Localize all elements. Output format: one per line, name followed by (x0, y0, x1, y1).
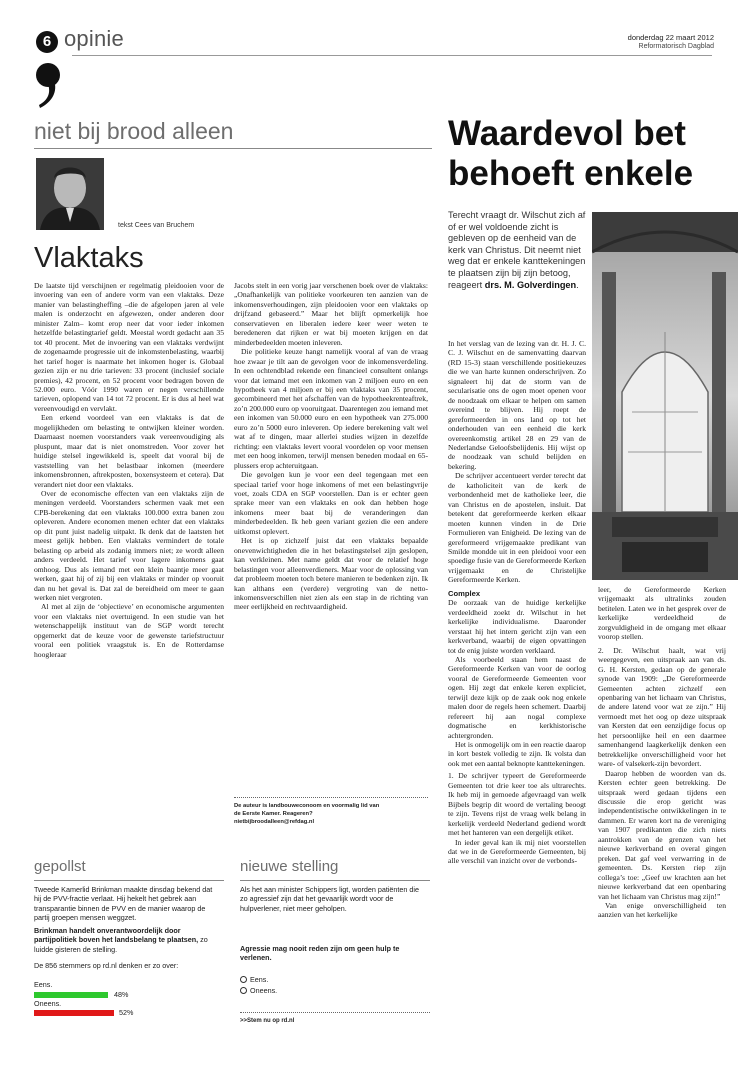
poll-statement: Brinkman handelt onverantwoordelijk door partijpolitiek boven het landsbelang te plaatsen, (34, 926, 199, 945)
paragraph: Die politieke keuze hangt namelijk vooral af van de vraag hoe zwaar je tilt aan de gevolgen voor de inkomensverdeling. In een ochtendblad rekende een financieel consultent onlangs voor dat iemand met een inkomen van 2 miljoen euro en een hypotheek van 4 miljoen er bij een vlaktaks van 35 procent, gecombineerd met het afschaffen van de hypotheekrenteaftrek, zo’n 200.000 euro op vooruitgaat. Daarentegen zou iemand met een inkomen van 50.000 euro en een hypotheek van 275.000 euro zo’n 5000 euro inleveren. Op iedere berekening valt wel wat af te dingen, maar allerlei studies wijzen in dezelfde richting: een vlaktaks levert vooral voordelen op voor mensen met een hoog inkomen, terwijl mensen beneden modaal en 65-plussers erop achteruitgaan. (234, 347, 428, 470)
vote-option-oneens[interactable] (240, 986, 277, 995)
radio-icon[interactable] (240, 976, 247, 983)
paragraph: Een erkend voordeel van een vlaktaks is dat de mogelijkheden om belasting te ontwijken kleiner worden. Daarnaast noemen voorstanders vaak vereenvoudiging als pluspunt, maar dat is niet onomstreden. Voor zover het huidige stelsel ingewikkeld is, speelt dat vooral bij de vaststelling van het belastbaar inkomen (meerdere inkomensbronnen, aftrekposten, boxensysteem et cetera). Dat verandert niet door een vlaktaks. (34, 413, 224, 489)
poll-result-bar-eens (34, 992, 108, 998)
comma-ornament-icon (34, 60, 68, 110)
lead-end: . (576, 279, 579, 290)
paragraph: Van enige onverschilligheid ten aanzien van het kerkelijke (598, 900, 726, 920)
rubric-title: niet bij brood alleen (34, 118, 234, 144)
paragraph: leer, de Gereformeerde Kerken vrijgemaakt als ultralinks zouden betitelen. Laten we in het gesprek over de kerkelijke verdeeldheid de zorgvuldigheid in de omgang met elkaar voorop stellen. (598, 585, 726, 642)
poll-statement-block (34, 926, 220, 954)
church-interior-photo (592, 212, 738, 580)
author-photo (36, 158, 104, 230)
lead-author: drs. M. Golverdingen (484, 279, 577, 290)
poll-result-bar-oneens (34, 1010, 114, 1016)
poll-result-label: Eens. (34, 980, 53, 989)
paragraph: Al met al zijn de ‘objectieve’ en economische argumenten voor een vlaktaks niet overtuigend. In een studie van het wetenschappelijk instituut van de SGP wordt terecht opgemerkt dat de keuze voor de gewenste tariefstructuur vooral een politiek vraagstuk is. En de Rotterdamse hoogleraar (34, 602, 224, 659)
radio-icon[interactable] (240, 987, 247, 994)
opinion-title: Vlaktaks (34, 242, 144, 274)
article-body-col1 (448, 339, 586, 866)
paragraph: 2. Dr. Wilschut haalt, wat vrij weergegeven, een uitspraak aan van ds. G. H. Kersten, gedaan op de generale synode van 1909: „De Gereformeerde Gemeenten achten zichzelf een openbaring van het lichaam van Christus, de andere latend voor wat ze zijn.” Hij vermoedt met het oog op deze uitspraak van Kersten dat een eenzijdige focus op het persoonlijke heil en een daarmee samenhangend laagkerkelijk denken een betrekkelijke onverschilligheid voor het ware- of valsekerk-zijn bevordert. (598, 645, 726, 769)
header-rule (72, 55, 712, 56)
lead-text: Terecht vraagt dr. Wilschut zich af of er wel voldoende zicht is gebleven op de eenheid van de kerk van Christus. Dit neemt niet weg dat er enkele kanttekeningen te plaatsen zijn bij zijn betoog, reageert (448, 210, 586, 290)
paragraph: 1. De schrijver typeert de Gereformeerde Gemeenten tot drie keer toe als ultrarechts. Ik heb mij in gemoede afgevraagd van welk Bijbels begrip dit woord de vertaling beoogt te zijn. Tevens rijst de vraag welk belang in kerkelijk verdeeld Nederland gediend wordt met het hanteren van een dergelijk etiket. (448, 771, 586, 838)
paragraph: In het verslag van de lezing van dr. H. J. C. C. J. Wilschut en de samenvatting daarvan (RD 15-3) staan verschillende positiekeuzes die we van harte kunnen onderschrijven. Zo signaleert hij dat de storm van de secularisatie ons de ogen moet openen voor de noodzaak om elkaar te helpen om samen overeind te blijven. Hij roept de gereformeerden in ons land op tot het onderhouden van een eenheid die kerk overeenkomstig artikel 28 en 29 van de Nederlandse Geloofsbelijdenis. Hij wijst op de noodzaak van schuld belijden en bekering. (448, 339, 586, 471)
poll-result-label: Oneens. (34, 999, 62, 1008)
paragraph: In ieder geval kan ik mij niet voorstellen dat we in de Gereformeerde Gemeenten, bij alle verschil van inzicht over de verbonds- (448, 837, 586, 866)
vote-option-eens[interactable] (240, 975, 268, 984)
paragraph: Jacobs stelt in een vorig jaar verschenen boek over de vlaktaks: „Onafhankelijk van politieke voorkeuren ten aanzien van de inkomensverhoudingen, zijn pleidooien voor een vlaktaks op drijfzand gebaseerd.” Maar het blijft opmerkelijk hoe conservatieven en liberalen iedere keer weer weten te beredeneren dat rijken er wat bij moeten krijgen en dat minderbedeelden moeten inleveren. (234, 281, 428, 347)
paragraph: De schrijver accentueert verder terecht dat de katholiciteit van de kerk de verbondenheid met de katholieke leer, die van Christus en de apostelen, insluit. Dat betekent dat gereformeerde kerken elkaar moeten kunnen vinden in de Drie Formulieren van Enigheid. De lezing van de gereformeerd vrijgemaakte predikant van Smilde mondde uit in een pleidooi voor een spoedige fusie van de Gereformeerde Kerken vrijgemaakt en de Christelijke Gereformeerde Kerken. (448, 471, 586, 585)
vote-option-label: Eens. (250, 975, 269, 984)
page-number-badge: 6 (36, 31, 58, 53)
poll-result-percent: 52% (119, 1008, 134, 1017)
paragraph: Die gevolgen kun je voor een deel tegengaan met een speciaal tarief voor hoge inkomens of met een belastingvrije voet, zoals CDA en SGP voorstellen. Dan is er echter geen sprake meer van een vlaktaks en ook dan hebben hoge inkomens meer baat bij de veranderingen dan minderbedeelden. Ik heb geen variant gezien die een andere uitkomst oplevert. (234, 470, 428, 536)
vote-link-rule (240, 1012, 430, 1013)
author-note-rule (234, 797, 428, 798)
poll-title: gepollst (34, 858, 86, 875)
article-subhead: Complex (448, 588, 481, 598)
paragraph: Over de economische effecten van een vlaktaks zijn de meningen verdeeld. Voorstanders schermen vaak met een CPB-berekening dat een vlaktaks 100.000 extra banen zou opleveren. Andere economen menen echter dat een vlaktaks op dit punt juist nadelig uitpakt. Ik denk dat de laatsten het meest gelijk hebben. Een vlaktaks vermindert de totale belasting op arbeid als zodanig immers niet; ze wordt alleen anders verdeeld. Het tarief voor lagere inkomens gaat omhoog. Dus als iemand met een klein baantje meer gaat werken, gaat hij of zij bij een vlaktaks er minder op vooruit dan nu het geval is. Dat zal de bereidheid om meer te gaan werken niet vergroten. (34, 488, 224, 602)
opinion-body-col2 (234, 281, 428, 612)
paragraph: Het is onmogelijk om in een reactie daarop in kort bestek volledig te zijn. Ik volsta dan ook met een aantal beknopte kanttekeningen. (448, 740, 586, 768)
new-statement-intro: Als het aan minister Schippers ligt, worden patiënten die zo agressief zijn dat het gevaarlijk wordt voor de hulpverlener, niet meer geholpen. (240, 885, 419, 913)
poll-rule (34, 880, 224, 881)
new-statement-title: nieuwe stelling (240, 858, 339, 875)
paragraph: De laatste tijd verschijnen er regelmatig pleidooien voor de invoering van een of andere vorm van een vlaktaks. Deze manier van belastingheffing –die de afgelopen jaren al vele malen is onderzocht en afgewezen, onder anderen door minister Zalm– komt erop neer dat voor ieder inkomen hetzelfde belastingtarief geldt. Meestal wordt gedacht aan 35 tot 40 procent. Met de invoering van een vlaktaks verdwijnt de zogenaamde progressie uit de inkomstenbelasting, waarbij het tarief hoger is naarmate het inkomen hoger is. Globaal gezien zijn er nu drie tarieven: 33 procent (inclusief sociale premies), 42 procent, en 52 procent voor bedragen boven de 52.000 euro. Vóór 1990 waren er negen verschillende tarieven, oplopend van 14 tot 72 procent. Er is dus al heel wat vereenvoudigd en vervlakt. (34, 281, 224, 413)
article-headline: Waardevol bet behoeft enkele (448, 114, 694, 193)
rubric-rule (34, 148, 432, 149)
new-statement-rule (240, 880, 430, 881)
paragraph: Daarop hebben de woorden van ds. Kersten echter geen betrekking. De uitspraak werd gedaan tijdens een discussie die erop gericht was independentistische ontwikkelingen in te dammen. Er waren kort na de vereniging van 1907 predikanten die zich niets aantrokken van de grenzen van het nieuwe kerkverband en overal gingen preken. Dat gaf veel verwarring in de gemeenten. Ds. Kersten riep zijn collega’s toe: „Geef uw krachten aan het nieuwe kerkverband dat een openbaring van het lichaam van Christus mag zijn!” (598, 768, 726, 901)
vote-option-label: Oneens. (250, 986, 278, 995)
vote-link[interactable]: >>Stem nu op rd.nl (240, 1018, 295, 1024)
author-note: De auteur is landbouweconoom en voormalig lid van de Eerste Kamer. Reageren? nietbijbroodalleen@refdag.nl (234, 803, 380, 825)
poll-result-percent: 48% (114, 990, 129, 999)
opinion-body-col1 (34, 281, 224, 659)
article-body-col2 (598, 585, 726, 920)
author-credit: tekst Cees van Bruchem (118, 222, 195, 229)
paragraph: Als voorbeeld staan hem naast de Gereformeerde Kerken van voor de oorlog vooral de Gereformeerde Gemeenten voor ogen. Hij zegt dat enkele keren expliciet, terwijl deze kijk op de zaak ook nog enkele malen door de regels heen schemert. Daarbij refereert hij aan nogal complexe dogmatische en kerkhistorische achtergronden. (448, 654, 586, 740)
paragraph: De oorzaak van de huidige kerkelijke verdeeldheid zoekt dr. Wilschut in het kerkelijke individualisme. Daaronder verstaat hij het intern gericht zijn van een kerkverband, waarbij de eigen opvattingen tot de enig juiste worden verklaard. (448, 598, 586, 655)
poll-intro: Tweede Kamerlid Brinkman maakte dinsdag bekend dat hij de PVV-fractie verlaat. Hij hekelt het gebrek aan transparantie binnen de PVV en de manier waarop de partij groepen mensen weggzet. (34, 885, 213, 923)
new-statement-text: Agressie mag nooit reden zijn om geen hulp te verlenen. (240, 944, 400, 963)
poll-statement-suffix: zo luidde gisteren de stelling. (34, 935, 208, 954)
paragraph: Het is op zichzelf juist dat een vlaktaks bepaalde onevenwichtigheden die in het belastingstelsel zijn geslopen, kan verkleinen. Met name geldt dat voor de relatief hoge belastingen voor alleenverdieners. Maar voor de oplossing van dat probleem moeten toch betere manieren te bedenken zijn. Ik kan althans een (verdere) vergroting van de netto-inkomensverschillen niet zien als een stap in de richting van meer eerlijkheid en rechtvaardigheid. (234, 536, 428, 612)
header-date: donderdag 22 maart 2012 (627, 33, 714, 42)
poll-voters-line: De 856 stemmers op rd.nl denken er zo over: (34, 961, 179, 970)
header-newspaper: Reformatorisch Dagblad (638, 43, 714, 50)
article-lead (448, 210, 586, 291)
section-title: opinie (64, 26, 124, 51)
